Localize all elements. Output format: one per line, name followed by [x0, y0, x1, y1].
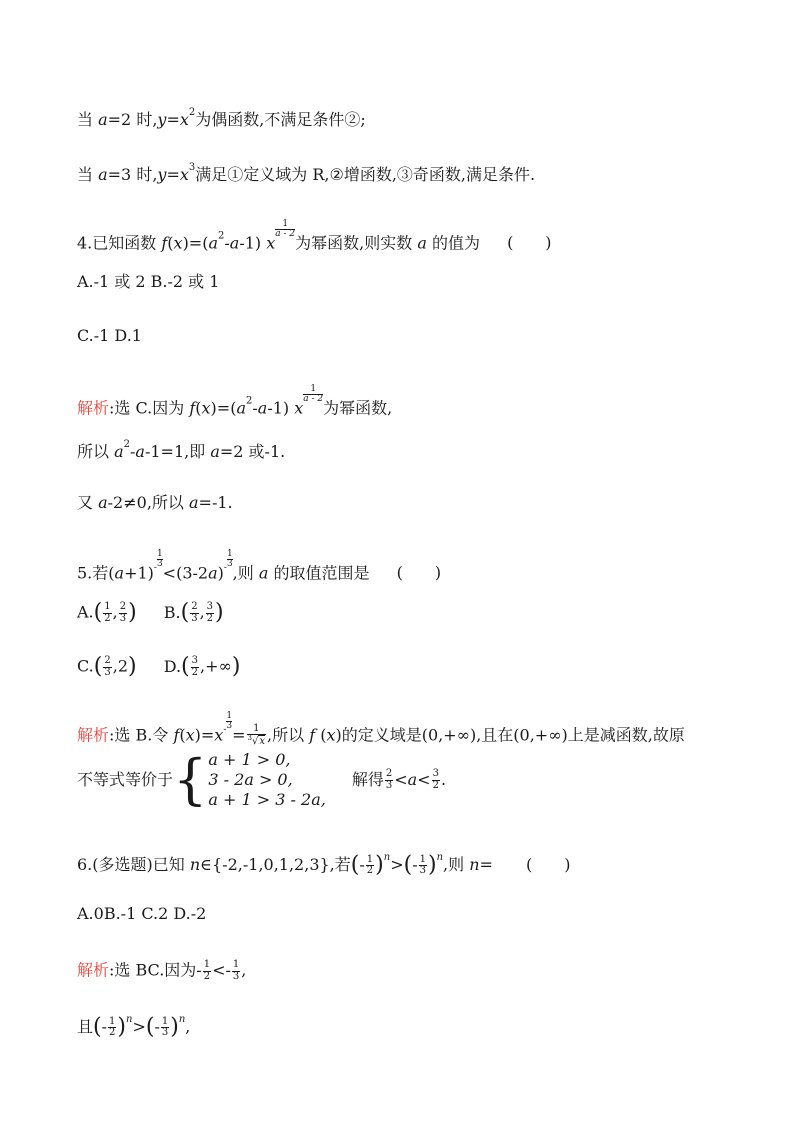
solution-4-line-2 [77, 440, 285, 460]
paren-close: ) [128, 654, 137, 679]
text: - [130, 442, 136, 461]
fraction [103, 602, 111, 624]
denominator: 3 [226, 721, 233, 732]
var-x: x [266, 233, 276, 253]
paren-open: ( [181, 654, 190, 679]
exponent: n [436, 852, 444, 863]
var-n: n [189, 855, 201, 874]
text: = [479, 855, 493, 874]
text: ,则 [443, 855, 470, 874]
inequality-system [208, 750, 325, 810]
solution-5-system [77, 750, 446, 810]
text-line-2 [77, 163, 535, 183]
text: +1) [124, 563, 154, 583]
denominator: 3 [161, 1027, 169, 1038]
text: = [232, 725, 246, 745]
option-d-label: D. [163, 656, 182, 676]
fraction [247, 724, 266, 748]
text: 为幂函数, [323, 398, 393, 418]
text: )= [194, 725, 215, 745]
var-a: a [114, 442, 124, 461]
numerator: 3 [206, 601, 214, 612]
text: -1) [267, 398, 295, 418]
text: 且 [77, 1017, 94, 1036]
text: ) [217, 563, 224, 583]
denominator: 2 [432, 779, 439, 791]
exponent: 3 [188, 162, 196, 173]
fraction [232, 960, 240, 982]
text: - [252, 398, 258, 418]
text: = [166, 165, 180, 184]
minus-sign: - [154, 1017, 160, 1036]
numerator: 1 [203, 959, 211, 970]
option-c-label: C. [77, 656, 94, 676]
denominator: a - 2 [303, 394, 324, 405]
text: <- [212, 960, 231, 980]
var-f: f [189, 398, 196, 418]
options-text: A.0B.-1 C.2 D.-2 [77, 904, 207, 923]
question-6-options [77, 906, 206, 922]
numerator: 1 [303, 385, 323, 395]
option-a-label: A. [77, 602, 94, 622]
numerator: 2 [104, 655, 111, 666]
text: 当 [77, 165, 99, 184]
var-f: f [309, 725, 316, 745]
text: 当 [77, 110, 99, 129]
numerator: 2 [385, 768, 393, 779]
fraction [190, 602, 198, 624]
denominator: 2 [366, 865, 374, 876]
text: ( [315, 725, 327, 745]
system-wrap [77, 750, 446, 810]
text: 的值为 [426, 233, 480, 253]
solution-4-line-3 [77, 495, 233, 511]
fraction [161, 1017, 169, 1039]
var-f: f [161, 233, 168, 253]
var-x: x [201, 398, 211, 418]
options-text: A.-1 或 2 B.-2 或 1 [77, 272, 220, 291]
answer-blank: ( ) [507, 233, 552, 253]
solution-4 [77, 385, 392, 416]
var-n: n [469, 855, 480, 874]
inequality-row: a + 1 > 0, [208, 750, 291, 769]
minus-sign: - [412, 855, 418, 874]
exponent: 2 [245, 395, 253, 407]
text: =3 时, [107, 165, 158, 184]
text: =-1. [198, 493, 233, 512]
solution-label: 解析 [77, 725, 110, 745]
paren-close: ) [215, 600, 224, 625]
paren-close: ) [117, 1014, 126, 1040]
numerator: 1 [226, 711, 233, 721]
question-4-options-cd [77, 328, 142, 344]
paren-open: ( [93, 1014, 102, 1040]
text: ,所以 [267, 725, 310, 745]
var-a: a [407, 770, 418, 789]
denominator: 3 [119, 612, 127, 624]
exponent: 2 [188, 107, 196, 118]
var-a: a [98, 110, 108, 129]
exponent: n [178, 1014, 186, 1025]
denominator: 3 [156, 559, 163, 570]
text: 为偶函数,不满足条件②; [195, 110, 366, 129]
var-y: y [157, 165, 167, 184]
text: ∈{-2,-1,0,1,2,3},若 [200, 855, 351, 874]
var-a: a [258, 563, 269, 583]
denominator: 2 [191, 666, 198, 678]
numerator: 1 [156, 549, 163, 559]
solution-5 [77, 712, 685, 748]
var-a: a [417, 233, 427, 253]
denominator: 3 [104, 666, 111, 678]
text: )=( [210, 398, 237, 418]
fraction [385, 769, 393, 791]
text: > [390, 855, 404, 874]
numerator: 1 [226, 549, 233, 559]
var-a: a [236, 398, 246, 418]
var-y: y [157, 110, 167, 129]
fraction [203, 960, 211, 982]
inequality-row: 3 - 2a > 0, [208, 770, 293, 789]
text: 又 [77, 493, 99, 512]
text: ( [167, 233, 174, 253]
denominator: 2 [104, 612, 111, 624]
paren-close: ) [231, 654, 241, 679]
text: ,则 [232, 563, 259, 583]
var-x: x [185, 725, 195, 745]
text: ,2 [112, 656, 128, 676]
solution-6-line-2 [77, 1015, 190, 1039]
minus-sign: - [359, 855, 365, 874]
text: 满足①定义域为 R,②增函数,③奇函数,满足条件. [195, 165, 536, 184]
numerator: 1 [419, 853, 426, 865]
text: :选 BC.因为- [109, 960, 202, 980]
text: 解得 [351, 770, 384, 789]
var-x: x [179, 165, 189, 184]
var-a: a [208, 563, 218, 583]
question-4 [77, 220, 552, 251]
numerator: 3 [432, 768, 439, 779]
var-a: a [114, 563, 125, 583]
paren-open: ( [350, 852, 360, 878]
numerator: 2 [191, 601, 198, 612]
text: - [224, 233, 230, 253]
var-a: a [257, 398, 268, 418]
fraction [108, 1017, 116, 1039]
solution-label: 解析 [77, 960, 110, 980]
denominator: 3 [385, 779, 393, 791]
numerator: 1 [161, 1015, 169, 1027]
solution-label: 解析 [77, 398, 110, 418]
var-f: f [173, 725, 180, 745]
fraction-exponent [303, 385, 323, 405]
solution-6 [77, 960, 246, 982]
text: > [132, 1017, 146, 1036]
numerator: 1 [232, 959, 240, 970]
var-x: x [173, 233, 183, 253]
question-6 [77, 853, 571, 877]
text: , [112, 602, 118, 622]
fraction [119, 602, 127, 624]
minus-sign: - [223, 563, 227, 574]
denominator: 2 [203, 970, 211, 982]
var-x: x [214, 725, 224, 745]
var-a: a [98, 493, 108, 512]
text: )=( [182, 233, 209, 253]
exponent: 2 [123, 439, 131, 450]
option-b-label: B. [163, 602, 181, 622]
text: 所以 [77, 442, 115, 461]
paren-open: ( [403, 852, 413, 878]
denominator: 3 [419, 865, 426, 876]
question-4-options-ab [77, 274, 219, 290]
denominator: 2 [206, 612, 214, 624]
var-x: x [294, 398, 304, 418]
denominator: 3 [191, 612, 198, 624]
options-text: C.-1 D.1 [77, 326, 142, 345]
minus-sign: - [101, 1017, 108, 1036]
text: -2≠0,所以 [107, 493, 189, 512]
text: < [394, 770, 408, 789]
denominator: 3 [226, 559, 233, 570]
text: :选 B.令 [109, 725, 174, 745]
radical: $^3$√x [247, 734, 265, 748]
numerator: 1 [109, 1015, 116, 1027]
text: 4.已知函数 [77, 233, 162, 253]
numerator: 1 [275, 220, 295, 230]
fraction [191, 656, 199, 678]
answer-blank: ( ) [396, 563, 442, 583]
fraction [419, 855, 427, 877]
paren-close: ) [170, 1014, 179, 1040]
text: , [185, 1017, 191, 1036]
var-x: x [179, 110, 189, 129]
text: 的取值范围是 [268, 563, 370, 583]
text: -1) [239, 233, 267, 253]
var-a: a [229, 233, 240, 253]
text: < [417, 770, 431, 789]
exponent: n [383, 852, 391, 863]
denominator: 2 [109, 1027, 116, 1038]
var-a: a [208, 233, 218, 253]
text: <(3-2 [162, 563, 209, 583]
text: , [241, 960, 247, 980]
denominator: 3 [232, 970, 240, 982]
fraction [366, 855, 374, 877]
radicand: x [259, 736, 265, 748]
minus-sign: - [153, 563, 157, 574]
inequality-row: a + 1 > 3 - 2a, [208, 790, 326, 809]
text: = [166, 110, 180, 129]
text: =2 或-1. [219, 442, 286, 461]
question-5-options-cd [77, 656, 240, 678]
text: ( [179, 725, 186, 745]
question-5 [77, 550, 441, 581]
answer-blank: ( ) [526, 855, 571, 874]
numerator: 3 [191, 655, 198, 666]
fraction [432, 769, 440, 791]
var-x: x [326, 725, 336, 745]
text: )的定义域是(0,+∞),且在(0,+∞)上是减函数,故原 [335, 725, 685, 745]
question-5-options-ab [77, 602, 224, 624]
paren-close: ) [128, 600, 137, 625]
minus-sign: - [223, 725, 227, 736]
var-a: a [135, 442, 145, 461]
text: 为幂函数,则实数 [295, 233, 418, 253]
brace-icon: { [173, 748, 208, 811]
paren-close: ) [427, 852, 437, 878]
var-a: a [210, 442, 220, 461]
paren-open: ( [93, 600, 103, 625]
fraction [103, 656, 111, 678]
text: , [199, 602, 205, 622]
text: 6.(多选题)已知 [77, 855, 190, 874]
text: ,+∞ [200, 656, 232, 676]
numerator: 1 [104, 601, 111, 612]
numerator: 1 [247, 724, 266, 736]
fraction [206, 602, 214, 624]
text: 5.若( [77, 563, 115, 583]
text: 不等式等价于 [77, 770, 174, 789]
root-index: 3 [247, 734, 252, 743]
text: =2 时, [107, 110, 158, 129]
text: ( [195, 398, 202, 418]
paren-open: ( [145, 1014, 155, 1040]
paren-open: ( [180, 600, 190, 625]
paren-close: ) [375, 852, 384, 878]
exponent: 2 [218, 230, 225, 242]
exponent: n [125, 1014, 133, 1025]
numerator: 2 [119, 601, 127, 612]
fraction-exponent [275, 220, 295, 240]
text: -1=1,即 [144, 442, 211, 461]
numerator: 1 [366, 853, 374, 865]
paren-open: ( [93, 654, 103, 679]
text-line-1 [77, 108, 366, 128]
text: :选 C.因为 [109, 398, 190, 418]
var-a: a [189, 493, 199, 512]
text: . [440, 770, 447, 789]
var-a: a [98, 165, 108, 184]
denominator: a - 2 [275, 229, 296, 240]
